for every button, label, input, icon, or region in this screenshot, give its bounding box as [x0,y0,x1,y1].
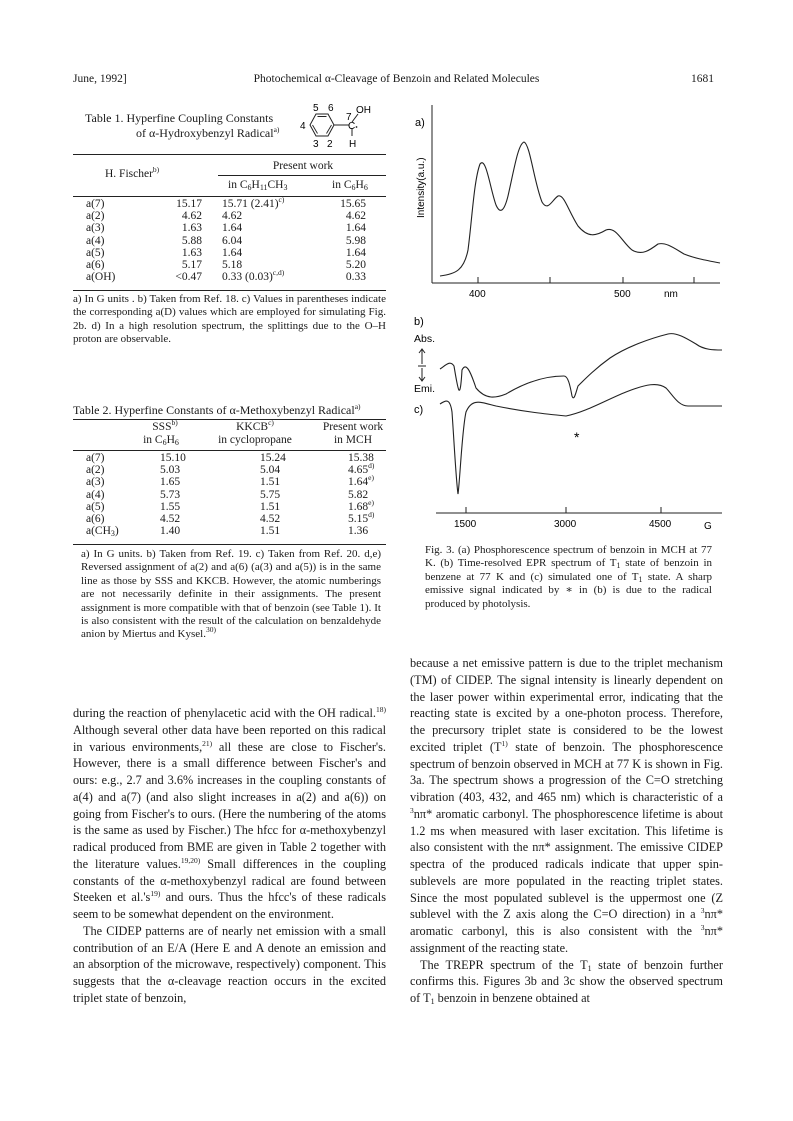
table1-cell-present1: 6.04 [222,234,243,247]
table2-caption-wrap [73,403,361,418]
table2-caption-sup: a) [354,402,361,411]
panel-a-label: a) [415,117,425,129]
table2-cell-label: a(5) [86,500,105,513]
table1-row [84,271,368,283]
table2-header-rule [73,450,386,451]
table2-row [84,476,400,488]
table1-cell-label: a(5) [86,246,105,259]
table2-cell-sss: 5.73 [160,488,181,501]
panel-a-ylabel: Intensity(a.u.) [416,157,427,218]
table2-row [84,464,400,476]
table2-cell-sss: 4.52 [160,513,181,526]
table1-cell-fischer: 1.63 [181,222,202,235]
right-column-text [410,655,723,1007]
hydroxybenzyl-structure [298,100,394,152]
table2-cell-label: a(3) [86,476,105,489]
trepr-spectrum-line [440,334,722,398]
table2-cell-present: 1.64$^{e)}$ [348,473,374,489]
table2-cell-label: a(7) [86,452,105,464]
table2-cell-sss: 1.65 [160,476,181,489]
structure-label-c: C [348,121,356,132]
table1-present-rule [218,175,386,176]
panel-a-x-tick-label: 400 [469,289,486,300]
structure-label-2: 2 [327,139,333,150]
table2-row [84,525,400,537]
table1-cell-present2: 1.64 [345,246,366,259]
table1-cell-label: a(3) [86,222,105,235]
figure3-caption: Fig. 3. (a) Phosphorescence spectrum of benzoin in MCH at 77 K. (b) Time-resolved EPR spectrum of $T_1$ state of benzoin in benzene at 77 K and (c) simulated one of $T_1$ state. A sharp emissive signal indicated by ∗ in (b) is due to the radical produced by photolysis. [425,544,712,610]
table2-cell-present: 5.15$^{d)}$ [348,510,375,526]
structure-label-6: 6 [328,103,334,114]
table1-cell-present2: 0.33 [345,271,366,284]
table1-cell-present1: 1.64 [222,222,243,235]
left-paragraph-1: during the reaction of phenylacetic acid with the OH radical.$^{18)}$ Although several other data have been reported on this radical in various environments,$^{21)}$ all these are close to Fischer's. However, there is a small difference between Fischer's and ours: e.g., 2.7 and 3.6% increases in the coupling constants of a(4) and a(7) (and also slight increases in a(2) and a(6)) on going from Fischer's to ours. (Here the numbering of the atoms is the same as used by Fischer.) The hfcc for α-methoxybenzyl radical produced from BME are given in Table 2 together with the literature values.$^{19,20)}$ Small differences in the coupling constants of the α-methoxybenzyl radical are found between Steeken et $al.'s^{19)}$ and ours. Thus the hfcc's of these radicals seem to be somewhat dependent on the environment. [73,705,386,921]
table2-cell-kkcb: 5.75 [260,488,281,501]
structure-label-h: H [349,139,357,150]
table1 [84,195,368,284]
structure-label-3: 3 [313,139,319,150]
table1-row [84,210,368,222]
table1-cell-present1: 4.62 [222,210,243,223]
table1-cell-present2: 5.20 [345,259,366,272]
table1-cell-fischer: 5.17 [181,259,202,272]
table1-top-rule [73,154,386,155]
table1-row [84,198,368,210]
panel-b-xticks [454,507,712,532]
table1-row [84,247,368,259]
table1-row [84,259,368,271]
table1-body [84,195,368,284]
table2-row [84,489,400,501]
table1-fischer-header [105,165,160,180]
table2-col2-label: KKCB [236,421,269,433]
table2-top-rule [73,419,386,420]
phosphorescence-spectrum-line [440,142,720,276]
table2-footnote: a) In G units. b) Taken from Ref. 19. c) Taken from Ref. 20. d,e) Reversed assignment of a(2) and a(6) (a(3) and a(5)) is in the same line as those by SSS and KKCB. However, the atomic numberings are not necessarily definite in their assignments. The present assignment is more compatible with that of benzoin (see Table 1). It is also consistent with the result of the calculation on benzaldehyde anion by Miertus and Kysel.$^{30)}$ [81,548,381,641]
table2-col1-sup: b) [171,418,178,427]
table2-cell-present: 4.65$^{d)}$ [348,461,375,477]
header-title: Photochemical α-Cleavage of Benzoin and Related Molecules [253,73,540,85]
table1-cell-label: a(6) [86,259,105,272]
table2-caption: Table 2. Hyperfine Constants of α-Methoxybenzyl Radical [73,403,355,417]
table2-col1-label: SSS [152,421,172,433]
table2-cell-label: a(4) [86,488,105,501]
left-column-text [73,705,386,1007]
table1-cell-fischer: 5.88 [181,234,202,247]
table2-cell-kkcb: 1.51 [260,476,281,489]
simulated-spectrum-line [440,385,722,494]
table2-col2-sup: c) [268,418,274,427]
panel-a-x-unit: nm [664,289,678,300]
table1-cell-fischer: 15.17 [176,198,202,210]
table2-cell-present: 1.36 [348,525,369,538]
table1-cell-fischer: <0.47 [175,271,202,284]
table1-caption-sup: a) [273,125,280,134]
table2 [84,452,400,537]
left-paragraph-2: The CIDEP patterns are of nearly net emission with a small contribution of an E/A (Here E and A denote an emission and an absorption of the microwave, respectively) component. This suggests that the α-cleavage reaction occurs in the excited triplet state of benzoin, [73,923,386,1005]
table1-cell-present2: 5.98 [345,234,366,247]
structure-label-oh: OH [356,105,371,116]
table1-cell-label: a(2) [86,210,105,223]
table2-col1-sub: in $C_6H_6$ [143,434,179,447]
header-page-number: 1681 [691,73,714,85]
table2-row [84,501,400,513]
panel-b-label: b) [414,316,424,328]
panel-c-label: c) [414,404,424,416]
right-paragraph-2: The TREPR spectrum of the $T_1$ state of benzoin further confirms this. Figures 3b and 3c show the observed spectrum of $T_1$ benzoin in benzene obtained at [410,957,723,1006]
panel-a-x-tick-label: 500 [614,289,631,300]
emi-label: Emi. [414,383,435,395]
table1-cell-fischer: 1.63 [181,246,202,259]
table2-col3-header: Present work [322,421,384,433]
table1-row [84,235,368,247]
table1-row [84,222,368,234]
panel-b-x-unit: G [704,521,712,532]
radical-signal-star: * [574,429,580,445]
table1-header-rule [73,196,386,197]
table2-cell-kkcb: 5.04 [260,464,281,477]
table1-sub1-header: in $C_6H_{11}CH_3$ [228,179,288,192]
table1-cell-present1: 5.18 [222,259,243,272]
table2-cell-sss: 5.03 [160,464,181,477]
abs-label: Abs. [414,333,436,345]
table2-cell-label: $a(CH_3)$ [86,525,119,539]
table2-cell-present: 5.82 [348,488,369,501]
table1-cell-present1: 15.71 $(2.41)^{c)}$ [222,195,285,210]
table1-caption [85,111,279,141]
table1-cell-present2: 1.64 [345,222,366,235]
table2-col3-sub: in MCH [333,434,373,446]
structure-label-5: 5 [313,103,319,114]
table2-cell-label: a(6) [86,513,105,526]
table1-fischer-label: H. Fischer [105,168,153,180]
structure-label-7: 7 [346,112,352,123]
panel-b-x-tick-label: 4500 [649,519,672,530]
table1-cell-fischer: 4.62 [181,210,202,223]
table2-col2-sub: in cyclopropane [218,434,292,446]
table2-col2-header [205,418,305,433]
table2-row [84,513,400,525]
right-paragraph-1: because a net emissive pattern is due to the triplet mechanism (TM) of CIDEP. The signal intensity is linearly dependent on the laser power within experimental error, indicating that the reacting state is excited by a one-photon process. Therefore, the precursory triplet state is considered to be the lowest excited triplet ($T^{1)}$ state of benzoin. The phosphorescence spectrum of benzoin observed in MCH at 77 K is shown in Fig. 3a. The spectrum shows a progression of the C=O stretching vibration (403, 432, and 465 nm) which is characteristic of a $^3$nπ* aromatic carbonyl. The phosphorescence lifetime is about 1.2 ms when measured with laser excitation. This lifetime is also consistent with the nπ* assignment. The emissive CIDEP spectra of the produced radicals indicate that upper spin-sublevels are more populated in the reacting triplet states. Since the most populated sublevel is the uppermost one (Z sublevel with the Z axis along the C=O direction) in a $^3$nπ* aromatic carbonyl, this is also consistent with the $^3$nπ* assignment of the reacting state. [410,656,723,955]
table1-cell-present2: 4.62 [345,210,366,223]
table1-footnote: a) In G units . b) Taken from Ref. 18. c) Values in parentheses indicate the corresponding a(D) values which are employed for simulating Fig. 2b. d) In a high resolution spectrum, the splittings due to the O–H proton are observable. [73,293,386,346]
table1-caption-line2-wrap [85,126,279,141]
table2-cell-sss: 1.55 [160,500,181,513]
table2-cell-sss: 1.40 [160,525,181,538]
panel-b-x-tick-label: 1500 [454,519,477,530]
table1-cell-label: a(7) [86,198,105,210]
table1-present-header: Present work [272,160,334,172]
figure3 [396,100,726,540]
table1-fischer-sup: b) [152,165,160,174]
table2-col1-header [140,418,190,433]
table1-cell-present2: 15.65 [340,198,366,210]
table2-cell-present: 1.68$^{e)}$ [348,497,374,513]
table1-bottom-rule [73,290,386,291]
table1-cell-present1: 1.64 [222,246,243,259]
table2-body [84,452,400,537]
table1-sub2-header: in $C_6H_6$ [332,179,368,192]
table1-caption-line2: of α-Hydroxybenzyl Radical [136,126,274,140]
panel-a-xticks [469,277,694,300]
table2-cell-label: a(2) [86,464,105,477]
table2-cell-sss: 15.10 [160,452,186,464]
table2-bottom-rule [73,544,386,545]
table1-caption-line1: Table 1. Hyperfine Coupling Constants [85,111,274,125]
table2-cell-kkcb: 15.24 [260,452,286,464]
table1-cell-present1: 0.33 $(0.03)^{c,d)}$ [222,268,285,284]
table2-row [84,452,400,464]
header-date: June, 1992] [73,73,127,85]
table2-cell-kkcb: 1.51 [260,525,281,538]
table1-cell-label: a(4) [86,234,105,247]
table1-cell-label: a(OH) [86,271,116,284]
panel-b-x-tick-label: 3000 [554,519,577,530]
table2-cell-kkcb: 4.52 [260,513,281,526]
table2-cell-kkcb: 1.51 [260,500,281,513]
table2-cell-present: 15.38 [348,452,374,464]
structure-label-4: 4 [300,121,306,132]
